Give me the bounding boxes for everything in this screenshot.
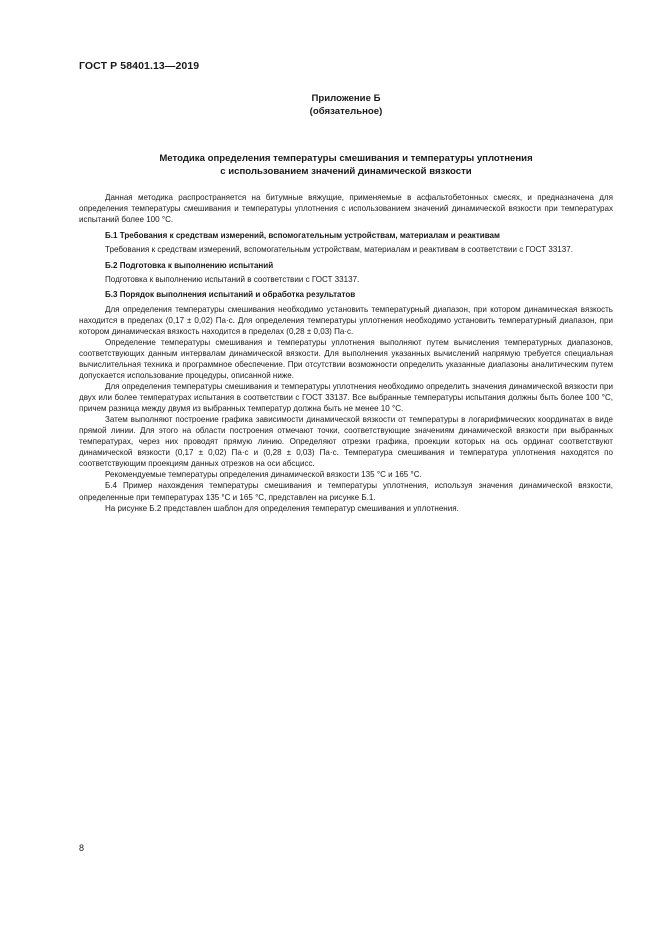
section-title: [79, 153, 613, 178]
document-code: ГОСТ Р 58401.13—2019: [79, 60, 200, 72]
b3-paragraph-1: Для определения температуры смешивания необходимо установить температурный диапазон, при котором динамическая вязкость находится в пределах (0,17 ± 0,02) Па·с. Для определения температуры уплотнения необходимо установить температурный диапазон, при котором динамическая вязкость находится в пределах (0,28 ± 0,03) Па·с.: [79, 304, 613, 336]
b1-paragraph: Требования к средствам измерений, вспомогательным устройствам, материалам и реактивам в соответствии с ГОСТ 33137.: [105, 244, 573, 254]
b4-paragraph: Б.4 Пример нахождения температуры смешивания и температуры уплотнения, используя значения динамической вязкости, определенные при температурах 135 °С и 165 °С, представлен на рисунке Б.1.: [79, 481, 613, 502]
appendix-label: [79, 92, 613, 118]
figure-reference-paragraph: На рисунке Б.2 представлен шаблон для определения температур смешивания и уплотнения.: [105, 503, 459, 513]
page-number: 8: [79, 843, 85, 853]
b3-paragraph-4: Затем выполняют построение графика зависимости динамической вязкости от температуры в логарифмических координатах в виде прямой линии. Для этого на области построения отмечают точки, соответствующие значениям динамической вязкости при выбранных температурах, через них проводят прямую линию. Определяют отрезки графика, проекции которых на ось ординат соответствуют динамической вязкости (0,17 ± 0,02) Па·с и (0,28 ± 0,03) Па·с. Температура смешивания и температура уплотнения находятся по соответствующим проекциям данных отрезков на оси абсцисс.: [79, 415, 613, 469]
intro-paragraph: Данная методика распространяется на битумные вяжущие, применяемые в асфальтобетонных смесях, и предназначена для определения температуры смешивания и температуры уплотнения с использованием значений динамической вязкости при температурах испытаний более 100 °С.: [79, 193, 613, 225]
section-title-line2: с использованием значений динамической вязкости: [220, 165, 472, 177]
section-title-line1: Методика определения температуры смешивания и температуры уплотнения: [159, 153, 533, 164]
b2-paragraph: Подготовка к выполнению испытаний в соответствии с ГОСТ 33137.: [105, 274, 360, 284]
document-body: [79, 192, 613, 514]
b3-paragraph-2: Определение температуры смешивания и температуры уплотнения выполняют путем вычисления температурных диапазонов, соответствующих данным интервалам динамической вязкости. Для выполнения указанных вычислений напрямую требуется специальная вычислительная техника и программное обеспечение. При отсутствии возможности определить указанные диапазоны аналитическим путем допускается использование процедуры, описанной ниже.: [79, 337, 613, 380]
b3-heading: Б.3 Порядок выполнения испытаний и обработка результатов: [105, 290, 356, 300]
b1-heading: Б.1 Требования к средствам измерений, вспомогательным устройствам, материалам и реактивам: [105, 230, 500, 240]
b2-heading: Б.2 Подготовка к выполнению испытаний: [105, 260, 274, 270]
b3-paragraph-5: Рекомендуемые температуры определения динамической вязкости 135 °С и 165 °С.: [105, 470, 422, 480]
appendix-title: Приложение Б: [311, 93, 381, 104]
b3-paragraph-3: Для определения температуры смешивания и температуры уплотнения необходимо определить значения динамической вязкости при двух или более температурах испытания в соответствии с ГОСТ 33137. Все выбранные температуры испытания должны быть более 100 °С, причем разница между двумя из выбранных температур должна быть не менее 10 °С.: [79, 382, 613, 414]
appendix-status: (обязательное): [309, 106, 383, 117]
document-page: [79, 0, 613, 935]
